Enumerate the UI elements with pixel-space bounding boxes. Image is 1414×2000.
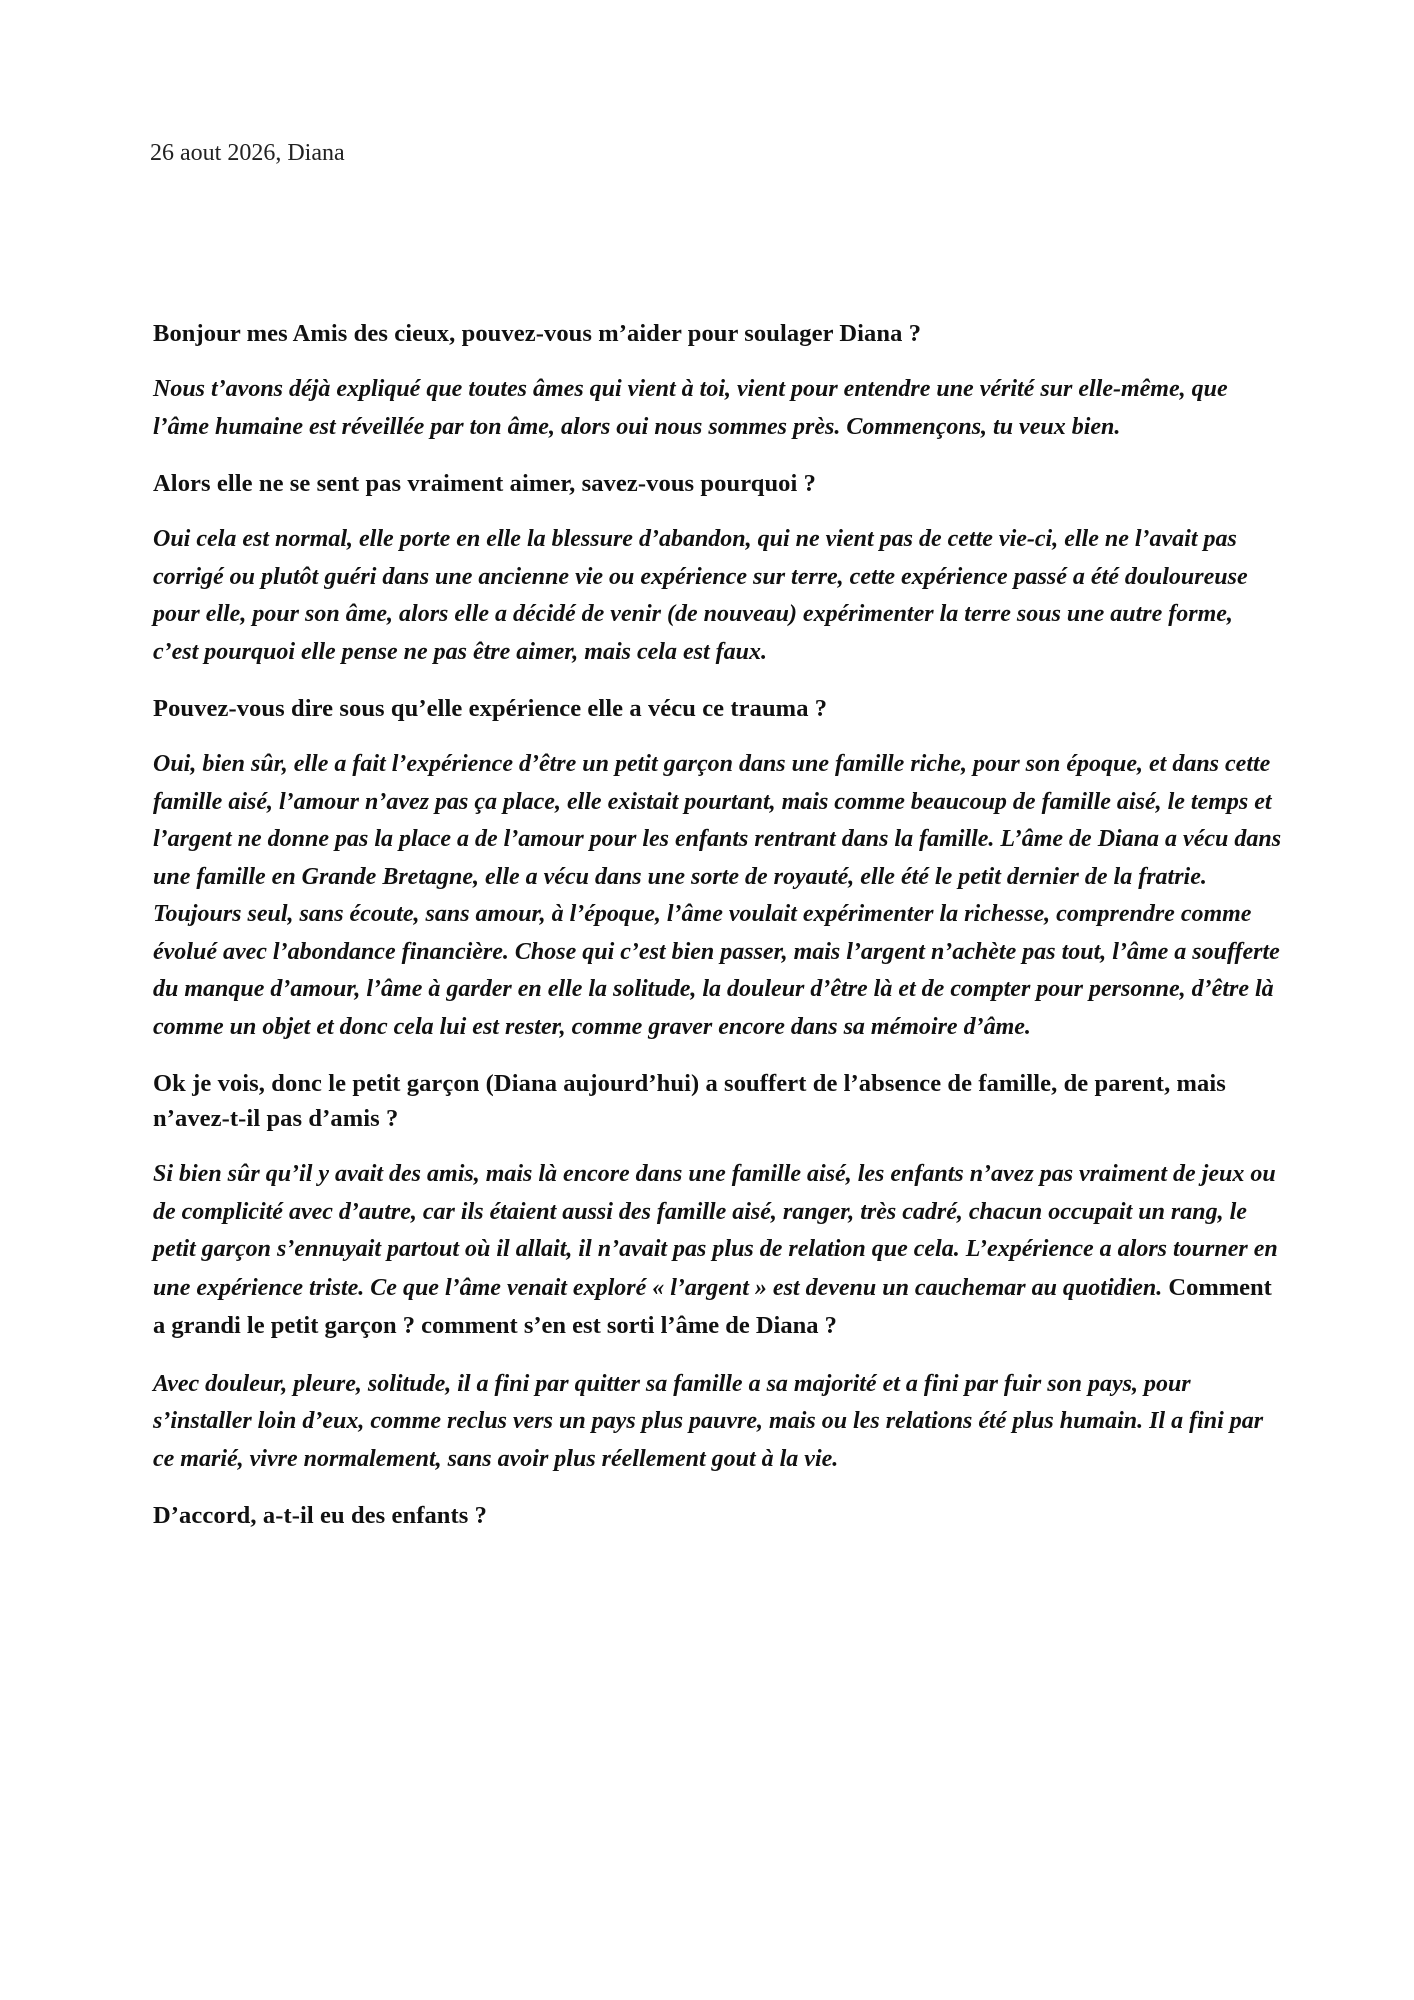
- answer-text: Si bien sûr qu’il y avait des amis, mais là encore dans une famille aisé, les enfants n’avez pas vraiment de jeux ou de complicité avec d’autre, car ils étaient aussi des famille aisé, ranger, très cadré, chacun occupait un rang, le petit garçon s’ennuyait partout où il allait, il n’avait pas plus de relation que cela. L’expérience a alors tourner en une expérience triste. Ce que l’âme venait exploré « l’argent » est devenu un cauchemar au quotidien.: [153, 1161, 1278, 1301]
- answer-paragraph: Nous t’avons déjà expliqué que toutes âmes qui vient à toi, vient pour entendre une vérité sur elle-même, que l’âme humaine est réveillée par ton âme, alors oui nous sommes près. Commençons, tu veux bien.: [153, 376, 1228, 440]
- answer-paragraph: Oui cela est normal, elle porte en elle la blessure d’abandon, qui ne vient pas de cette vie-ci, elle ne l’avait pas corrigé ou plutôt guéri dans une ancienne vie ou expérience sur terre, cette expérience passé a été douloureuse pour elle, pour son âme, alors elle a décidé de venir (de nouveau) expérimenter la terre sous une autre forme, c’est pourquoi elle pense ne pas être aimer, mais cela est faux.: [153, 526, 1248, 665]
- question-paragraph: Ok je vois, donc le petit garçon (Diana aujourd’hui) a souffert de l’absence de famille, de parent, mais n’avez-t-il pas d’amis ?: [153, 1070, 1226, 1132]
- question-paragraph: D’accord, a-t-il eu des enfants ?: [153, 1502, 488, 1529]
- question-paragraph: Alors elle ne se sent pas vraiment aimer, savez-vous pourquoi ?: [153, 470, 817, 497]
- answer-paragraph: [153, 1156, 1283, 1346]
- date-line: 26 aout 2026, Diana: [150, 140, 345, 166]
- document-body: [153, 316, 1283, 1553]
- inline-question: Comment a grandi le petit garçon ? comment s’en est sorti l’âme de Diana ?: [153, 1273, 1272, 1339]
- question-paragraph: Bonjour mes Amis des cieux, pouvez-vous m’aider pour soulager Diana ?: [153, 320, 922, 347]
- answer-paragraph: Avec douleur, pleure, solitude, il a fini par quitter sa famille a sa majorité et a fini par fuir son pays, pour s’installer loin d’eux, comme reclus vers un pays plus pauvre, mais ou les relations été plus humain. Il a fini par ce marié, vivre normalement, sans avoir plus réellement gout à la vie.: [153, 1370, 1264, 1472]
- answer-paragraph: Oui, bien sûr, elle a fait l’expérience d’être un petit garçon dans une famille riche, pour son époque, et dans cette famille aisé, l’amour n’avez pas ça place, elle existait pourtant, mais comme beaucoup de famille aisé, le temps et l’argent ne donne pas la place a de l’amour pour les enfants rentrant dans la famille. L’âme de Diana a vécu dans une famille en Grande Bretagne, elle a vécu dans une sorte de royauté, elle été le petit dernier de la fratrie. Toujours seul, sans écoute, sans amour, à l’époque, l’âme voulait expérimenter la richesse, comprendre comme évolué avec l’abondance financière. Chose qui c’est bien passer, mais l’argent n’achète pas tout, l’âme a soufferte du manque d’amour, l’âme à garder en elle la solitude, la douleur d’être là et de compter pour personne, d’être là comme un objet et donc cela lui est rester, comme graver encore dans sa mémoire d’âme.: [153, 751, 1282, 1040]
- question-paragraph: Pouvez-vous dire sous qu’elle expérience elle a vécu ce trauma ?: [153, 695, 828, 722]
